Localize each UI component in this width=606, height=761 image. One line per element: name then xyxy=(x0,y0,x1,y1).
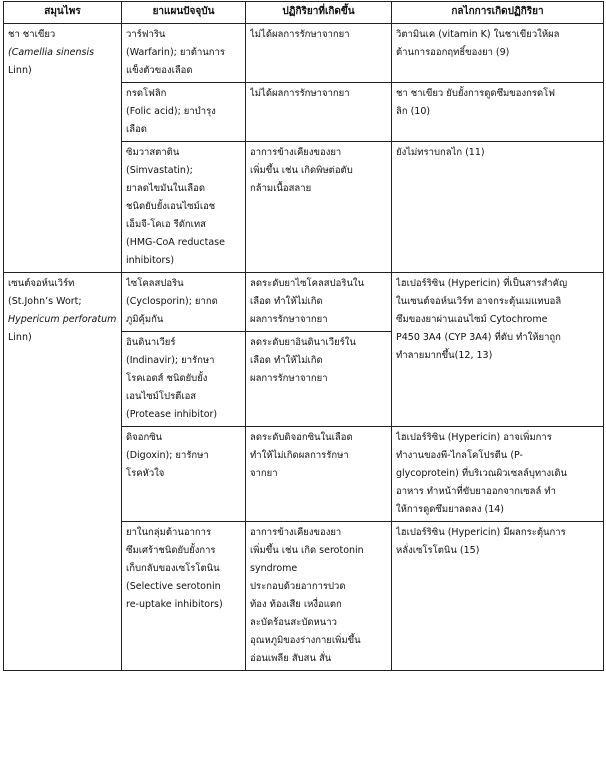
reaction-line: ละบัดร้อนสะบัดหนาว xyxy=(250,617,337,628)
mechanism-line: ชา ชาเขียว ยับยั้งการดูดซึมของกรดโฟ xyxy=(396,88,555,99)
mechanism-cell xyxy=(392,24,604,83)
herb-line: (St.John’s Wort; xyxy=(8,296,82,307)
reaction-line: ลดระดับยาไซโคลสปอรินใน xyxy=(250,278,365,289)
reaction-line: ผลการรักษาจากยา xyxy=(250,314,328,325)
mechanism-line: glycoprotein) ที่บริเวณผิวเซลล์บุทางเดิน xyxy=(396,468,568,479)
drug-cell xyxy=(122,427,246,522)
herb-drug-interaction-table xyxy=(3,1,604,671)
drug-line: เอ็มจี-โคเอ รีดักเทส xyxy=(126,219,206,230)
mechanism-cell xyxy=(392,83,604,142)
reaction-line: เพิ่มขึ้น เช่น เกิด serotonin xyxy=(250,545,364,556)
drug-cell xyxy=(122,273,246,332)
reaction-line: syndrome xyxy=(250,563,298,574)
reaction-line: อุณหภูมิของร่างกายเพิ่มขึ้น xyxy=(250,635,361,646)
drug-line: ซึมเศร้าชนิดยับยั้งการ xyxy=(126,545,216,556)
drug-line: อินดินาเวียร์ xyxy=(126,337,176,348)
reaction-line: กล้ามเนื้อสลาย xyxy=(250,183,312,194)
reaction-line: ผลการรักษาจากยา xyxy=(250,373,328,384)
reaction-cell xyxy=(246,142,392,273)
mechanism-line: P450 3A4 (CYP 3A4) ที่ตับ ทำให้ยาถูก xyxy=(396,332,561,343)
herb-line: Linn) xyxy=(8,332,32,343)
header-reaction: ปฏิกิริยาที่เกิดขึ้น xyxy=(246,2,392,24)
reaction-line: อ่อนเพลีย สับสน สั่น xyxy=(250,653,332,664)
drug-cell xyxy=(122,142,246,273)
drug-line: ชนิดยับยั้งเอนไซม์เอช xyxy=(126,201,216,212)
herb-line: เซนต์จอห์นเวิร์ท xyxy=(8,278,75,289)
mechanism-cell xyxy=(392,273,604,427)
header-herb: สมุนไพร xyxy=(4,2,122,24)
reaction-cell xyxy=(246,273,392,332)
herb-cell-st-johns-wort xyxy=(4,273,122,671)
reaction-cell xyxy=(246,427,392,522)
mechanism-line: ซึมของยาผ่านเอนไซม์ Cytochrome xyxy=(396,314,548,325)
table-row xyxy=(4,273,604,332)
drug-cell xyxy=(122,522,246,671)
mechanism-line: ต้านการออกฤทธิ์ของยา (9) xyxy=(396,47,510,58)
drug-line: ยาในกลุ่มต้านอาการ xyxy=(126,527,212,538)
reaction-line: ไม่ได้ผลการรักษาจากยา xyxy=(250,88,350,99)
reaction-line: อาการข้างเคียงของยา xyxy=(250,527,342,538)
drug-line: (Simvastatin); xyxy=(126,165,193,176)
reaction-line: อาการข้างเคียงของยา xyxy=(250,147,342,158)
mechanism-line: ยังไม่ทราบกลไก (11) xyxy=(396,147,485,158)
reaction-line: ลดระดับดิจอกซินในเลือด xyxy=(250,432,353,443)
drug-line: วาร์ฟาริน xyxy=(126,29,166,40)
reaction-line: จากยา xyxy=(250,468,278,479)
reaction-line: ไม่ได้ผลการรักษาจากยา xyxy=(250,29,350,40)
table-header-row xyxy=(4,2,604,24)
drug-line: re-uptake inhibitors) xyxy=(126,599,223,610)
drug-cell xyxy=(122,24,246,83)
drug-cell xyxy=(122,332,246,427)
mechanism-line: ลิก (10) xyxy=(396,106,431,117)
drug-line: (Protease inhibitor) xyxy=(126,409,218,420)
mechanism-line: อาหาร ทำหน้าที่ขับยาออกจากเซลล์ ทำ xyxy=(396,486,556,497)
reaction-line: ประกอบด้วยอาการปวด xyxy=(250,581,346,592)
mechanism-cell xyxy=(392,142,604,273)
reaction-line: เลือด ทำให้ไม่เกิด xyxy=(250,355,323,366)
mechanism-line: ไฮเปอร์ริซิน (Hypericin) อาจเพิ่มการ xyxy=(396,432,552,443)
drug-line: (Selective serotonin xyxy=(126,581,221,592)
reaction-cell xyxy=(246,24,392,83)
reaction-line: ลดระดับยาอินดินาเวียร์ใน xyxy=(250,337,356,348)
drug-line: (Folic acid); ยาบำรุง xyxy=(126,106,216,117)
drug-line: เอนไซม์โปรตีเอส xyxy=(126,391,197,402)
drug-line: ซิมวาสตาติน xyxy=(126,147,180,158)
drug-line: (Digoxin); ยารักษา xyxy=(126,450,209,461)
header-modern-drug: ยาแผนปัจจุบัน xyxy=(122,2,246,24)
mechanism-line: ในเซนต์จอห์นเวิร์ท อาจกระตุ้นเมแทบอลิ xyxy=(396,296,562,307)
drug-line: โรคเอดส์ ชนิดยับยั้ง xyxy=(126,373,208,384)
mechanism-line: ไฮเปอร์ริซิน (Hypericin) ที่เป็นสารสำคัญ xyxy=(396,278,568,289)
table-row xyxy=(4,24,604,83)
reaction-line: ทำให้ไม่เกิดผลการรักษา xyxy=(250,450,349,461)
mechanism-line: ทำลายมากขึ้น(12, 13) xyxy=(396,350,493,361)
reaction-cell xyxy=(246,522,392,671)
drug-line: ภูมิคุ้มกัน xyxy=(126,314,164,325)
drug-line: (Cyclosporin); ยากด xyxy=(126,296,218,307)
mechanism-cell xyxy=(392,522,604,671)
mechanism-line: ไฮเปอร์ริซิน (Hypericin) มีผลกระตุ้นการ xyxy=(396,527,566,538)
drug-line: แข็งตัวของเลือด xyxy=(126,65,193,76)
mechanism-line: ทำงานของพี-ไกลโคโปรตีน (P- xyxy=(396,450,523,461)
drug-line: ไซโคลสปอริน xyxy=(126,278,184,289)
header-mechanism: กลไกการเกิดปฏิกิริยา xyxy=(392,2,604,24)
drug-cell xyxy=(122,83,246,142)
drug-line: ยาลดไขมันในเลือด xyxy=(126,183,205,194)
herb-line: ชา ชาเขียว xyxy=(8,29,56,40)
drug-line: inhibitors) xyxy=(126,255,175,266)
reaction-line: เพิ่มขึ้น เช่น เกิดพิษต่อตับ xyxy=(250,165,353,176)
drug-line: โรคหัวใจ xyxy=(126,468,165,479)
drug-line: เลือด xyxy=(126,124,147,135)
reaction-cell xyxy=(246,83,392,142)
drug-line: (Warfarin); ยาต้านการ xyxy=(126,47,225,58)
reaction-line: เลือด ทำให้ไม่เกิด xyxy=(250,296,323,307)
herb-line: (Camellia sinensis xyxy=(8,47,95,58)
drug-line: (Indinavir); ยารักษา xyxy=(126,355,215,366)
mechanism-cell xyxy=(392,427,604,522)
reaction-line: ท้อง ท้องเสีย เหงื่อแตก xyxy=(250,599,342,610)
mechanism-line: ให้การดูดซึมยาลดลง (14) xyxy=(396,504,505,515)
drug-line: ดิจอกซิน xyxy=(126,432,163,443)
drug-line: เก็บกลับของเซโรโตนิน xyxy=(126,563,220,574)
drug-line: (HMG-CoA reductase xyxy=(126,237,225,248)
herb-cell-green-tea xyxy=(4,24,122,273)
herb-line: Hypericum perforatum xyxy=(8,314,117,325)
drug-line: กรดโฟลิก xyxy=(126,88,167,99)
mechanism-line: วิตามินเค (vitamin K) ในชาเขียวให้ผล xyxy=(396,29,560,40)
reaction-cell xyxy=(246,332,392,427)
mechanism-line: หลั่งเซโรโตนิน (15) xyxy=(396,545,480,556)
herb-line: Linn) xyxy=(8,65,32,76)
